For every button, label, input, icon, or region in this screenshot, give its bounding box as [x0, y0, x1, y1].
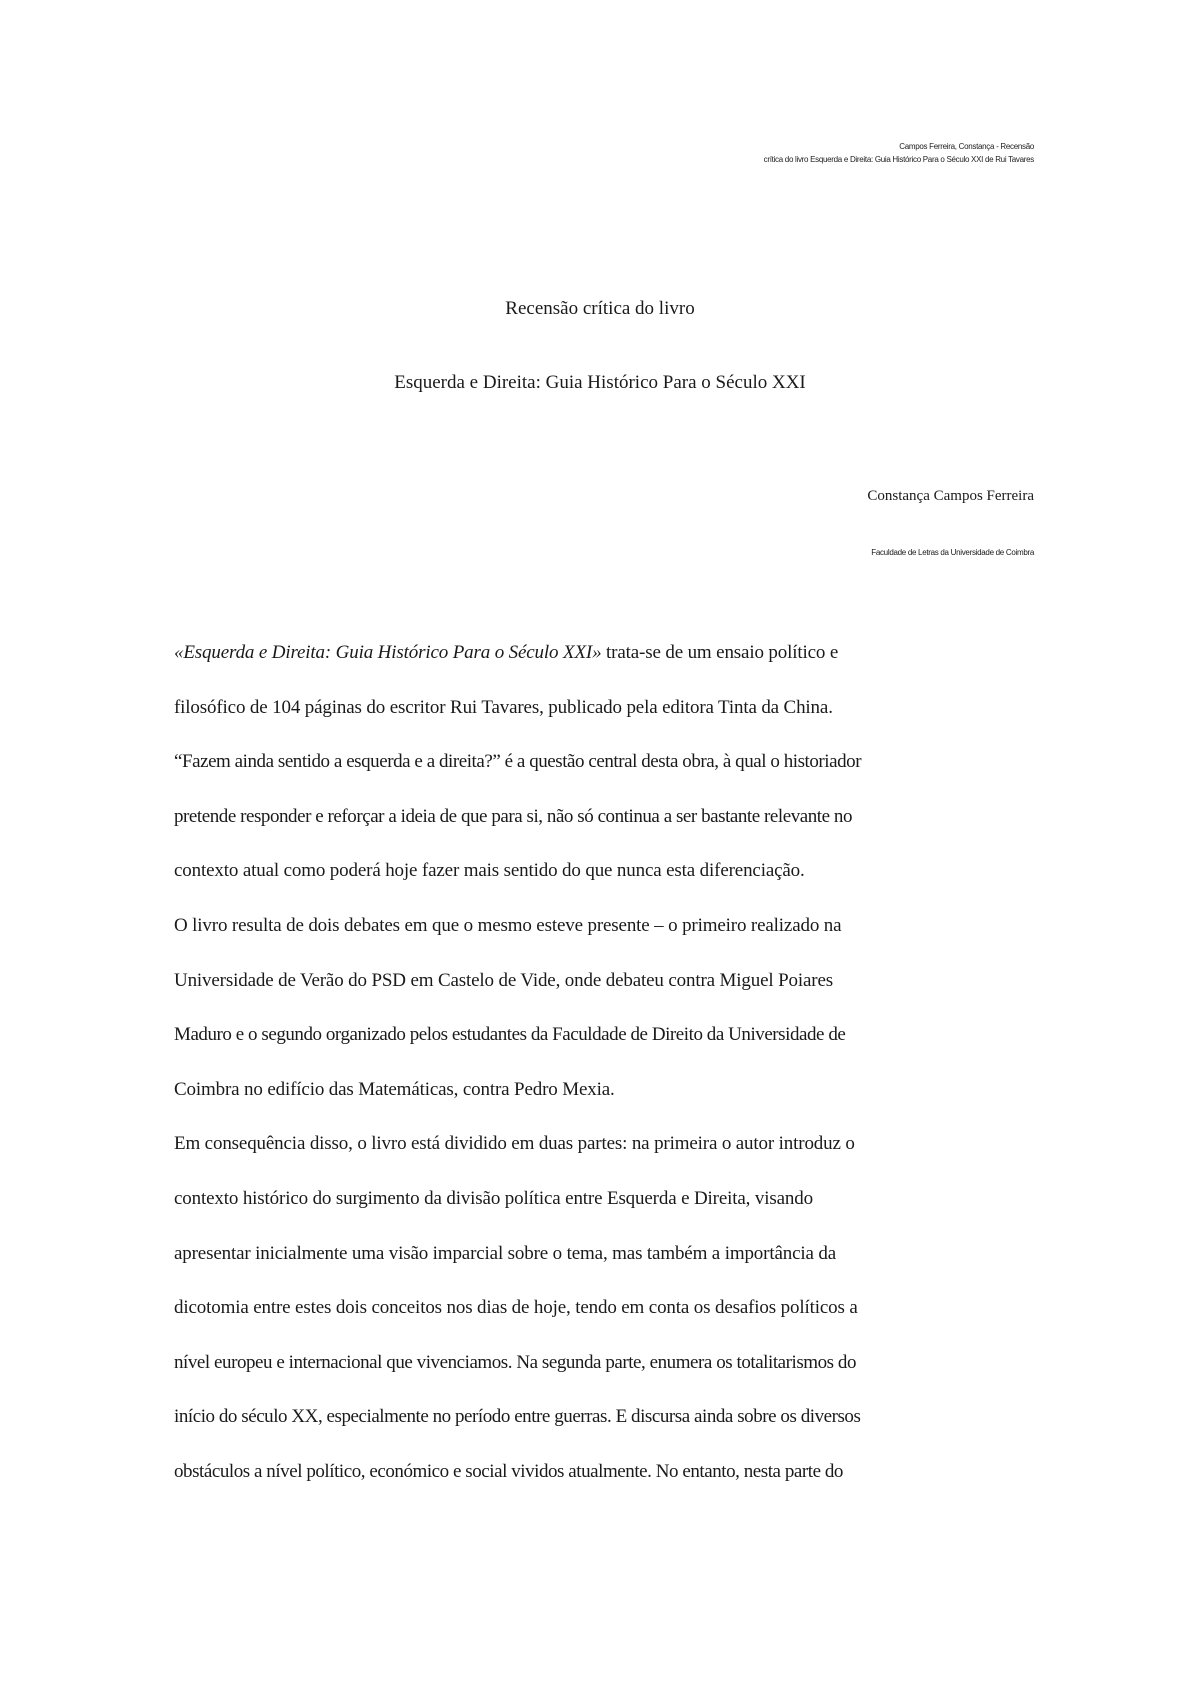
body-line-1-rest: trata-se de um ensaio político e [601, 642, 839, 663]
body-line-7: Universidade de Verão do PSD em Castelo de Vide, onde debateu contra Miguel Poiares [174, 969, 833, 991]
body-line-2: filosófico de 104 páginas do escritor Rui Tavares, publicado pela editora Tinta da China. [174, 696, 833, 718]
body-line-10: Em consequência disso, o livro está dividido em duas partes: na primeira o autor introduz o [174, 1133, 855, 1155]
body-text [174, 636, 1036, 1510]
body-line-12: apresentar inicialmente uma visão imparcial sobre o tema, mas também a importância da [174, 1242, 837, 1264]
body-line-16: obstáculos a nível político, económico e social vividos atualmente. No entanto, nesta parte do [174, 1460, 843, 1482]
body-line-9: Coimbra no edifício das Matemáticas, contra Pedro Mexia. [174, 1078, 615, 1100]
body-line-14: nível europeu e internacional que vivenciamos. Na segunda parte, enumera os totalitarismos do [174, 1351, 857, 1373]
running-header [764, 140, 1034, 166]
body-line-11: contexto histórico do surgimento da divisão política entre Esquerda e Direita, visando [174, 1187, 813, 1209]
body-line-8: Maduro e o segundo organizado pelos estudantes da Faculdade de Direito da Universidade de [174, 1024, 846, 1046]
body-line-4: pretende responder e reforçar a ideia de que para si, não só continua a ser bastante relevante no [174, 805, 853, 827]
body-line-13: dicotomia entre estes dois conceitos nos dias de hoje, tendo em conta os desafios políticos a [174, 1297, 858, 1319]
body-line-1 [174, 636, 1036, 691]
body-line-6: O livro resulta de dois debates em que o mesmo esteve presente – o primeiro realizado na [174, 914, 842, 936]
author-affiliation: Faculdade de Letras da Universidade de Coimbra [871, 548, 1034, 557]
author-name: Constança Campos Ferreira [867, 488, 1034, 504]
running-header-line-2: crítica do livro Esquerda e Direita: Guia Histórico Para o Século XXI de Rui Tavares [763, 155, 1034, 164]
document-title-line-1: Recensão crítica do livro [505, 298, 695, 319]
document-title-line-2: Esquerda e Direita: Guia Histórico Para o Século XXI [394, 372, 806, 393]
body-line-15: início do século XX, especialmente no período entre guerras. E discursa ainda sobre os diversos [174, 1406, 861, 1428]
body-line-3: “Fazem ainda sentido a esquerda e a direita?” é a questão central desta obra, à qual o historiador [174, 751, 862, 773]
running-header-line-1: Campos Ferreira, Constança - Recensão [899, 142, 1034, 151]
body-line-5: contexto atual como poderá hoje fazer mais sentido do que nunca esta diferenciação. [174, 860, 805, 882]
book-title-italic: «Esquerda e Direita: Guia Histórico Para o Século XXI» [174, 642, 602, 663]
